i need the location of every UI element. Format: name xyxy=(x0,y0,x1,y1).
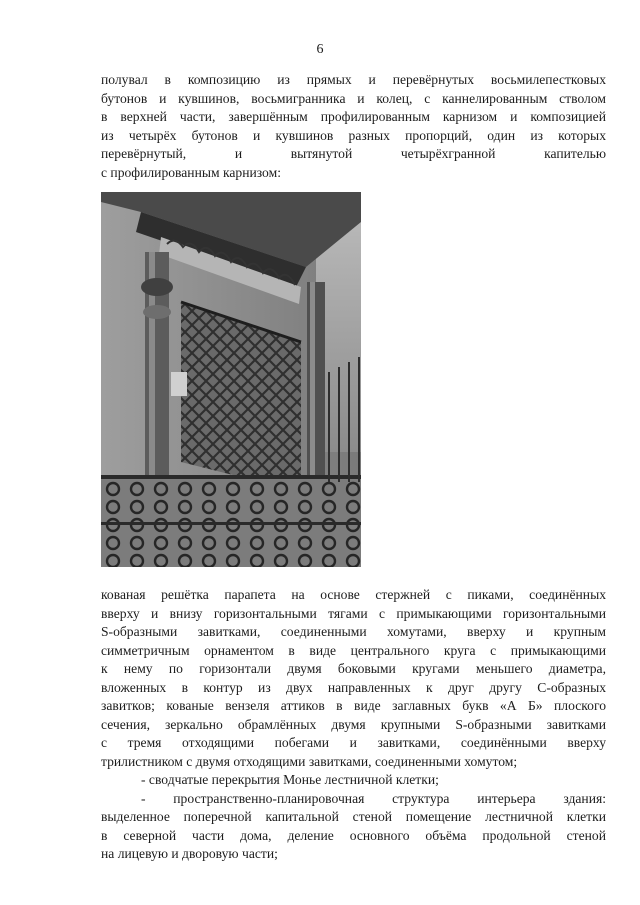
list-item: - сводчатые перекрытия Монье лестничной клетки; xyxy=(141,772,439,787)
text-line: перевёрнутый, и вытянутой четырёхгранной капителью xyxy=(101,146,606,161)
text-line: к нему по горизонтали двумя боковыми кругами меньшего диаметра, xyxy=(101,661,606,676)
text-line: бутонов и кувшинов, восьмигранника и колец, с каннелированным стволом xyxy=(101,90,606,106)
text-line: выделенное поперечной капитальной стеной помещение лестничной клетки xyxy=(101,809,606,824)
text-line: с профилированным карнизом: xyxy=(101,164,281,180)
text-line: в верхней части, завершённым профилированным карнизом и композицией xyxy=(101,109,606,124)
text-line: кованая решётка парапета на основе стержней с пиками, соединённых xyxy=(101,587,606,602)
text-line: с тремя отходящими побегами и завитками, соединёнными вверху xyxy=(101,735,606,750)
list-item: - пространственно-планировочная структура интерьера здания: xyxy=(141,790,606,806)
text-line: симметричным орнаментом в виде центрального круга с примыкающими xyxy=(101,642,606,658)
text-line: трилистником с двумя отходящими завитками, соединенными хомутом; xyxy=(101,753,518,769)
page-number: 6 xyxy=(316,42,324,57)
text-line: вложенных в контур из двух направленных к друг другу С-образных xyxy=(101,679,606,695)
text-line: S-образными завитками, соединенными хомутами, вверху и крупным xyxy=(101,624,606,639)
text-line: завитков; кованые вензеля аттиков в виде заглавных букв «А Б» плоского xyxy=(101,698,606,713)
text-line: сечения, зеркально обрамлённых двумя крупными S-образными завитками xyxy=(101,716,606,732)
paragraph-intro xyxy=(101,71,606,182)
text-line: вверху и внизу горизонтальными тягами с примыкающими горизонтальными xyxy=(101,605,606,621)
text-line: полувал в композицию из прямых и перевёрнутых восьмилепестковых xyxy=(101,72,606,87)
text-line: из четырёх бутонов и кувшинов разных пропорций, один из которых xyxy=(101,127,606,143)
porch-canopy-photo xyxy=(101,192,361,567)
paragraph-description xyxy=(101,586,606,864)
text-line: на лицевую и дворовую части; xyxy=(101,846,278,861)
text-line: в северной части дома, деление основного объёма продольной стеной xyxy=(101,827,606,843)
